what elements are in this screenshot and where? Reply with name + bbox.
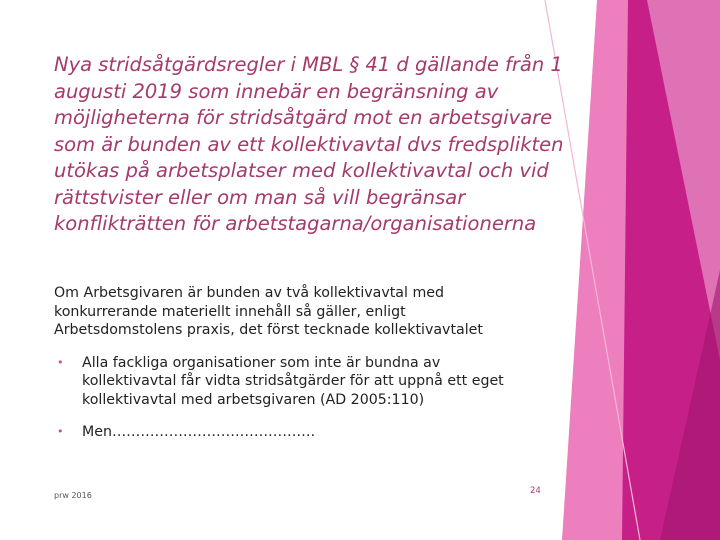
bullet-marker: • xyxy=(57,355,64,369)
intro-paragraph: Om Arbetsgivaren är bunden av två kollektivavtal med konkurrerande materiellt innehåll så gäller, enligt Arbetsdomstolens praxis, det först tecknade kollektivavtalet xyxy=(54,285,483,338)
bullet-text: Men……………………………………. xyxy=(82,424,316,440)
slide-title: Nya stridsåtgärdsregler i MBL § 41 d gällande från 1 augusti 2019 som innebär en begränsning av möjligheterna för stridsåtgärd mot en arbetsgivare som är bunden av ett kollektivavtal dvs fredsplikten utökas på arbetsplatser med kollektivavtal och vid rättstvister eller om man så vill begränsar konflikträtten för arbetstagarna/organisationerna xyxy=(54,53,564,235)
page-number: 24 xyxy=(530,486,541,496)
bullet-item xyxy=(54,423,524,442)
slide-body xyxy=(54,284,524,456)
bullet-marker: • xyxy=(57,425,64,438)
footer-author: prw 2016 xyxy=(54,491,92,500)
bullet-text: Alla fackliga organisationer som inte är bundna av kollektivavtal får vidta stridsåtgärder för att uppnå ett eget kollektivavtal med arbetsgivaren (AD 2005:110) xyxy=(82,354,504,408)
bullet-item xyxy=(54,354,524,410)
bullet-list xyxy=(54,354,524,442)
